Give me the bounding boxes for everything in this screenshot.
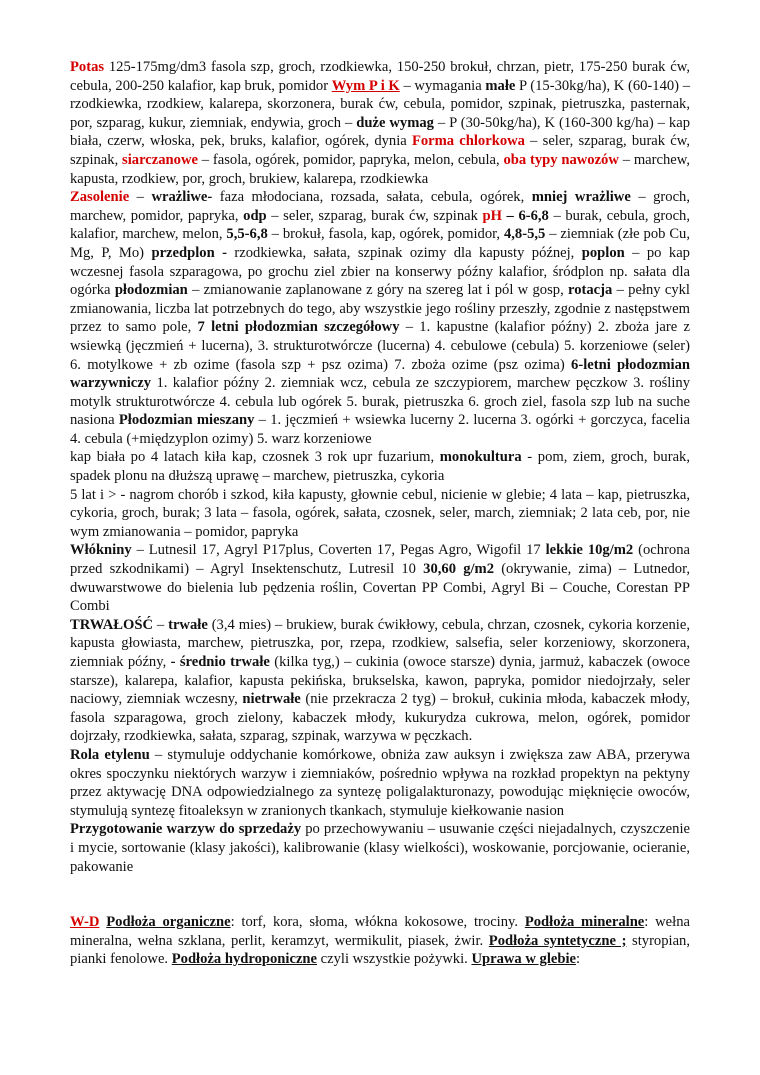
text-run: – ziemniak (złe pob Cu, Mg, P, Mo) [70,226,690,261]
text-run: Podłoża organiczne [106,914,231,931]
text-run: 4,8-5,5 [503,226,546,243]
text-run: Wym P i K [331,77,400,94]
text-run: (ochrona przed szkodnikami) – Agryl Insektenschutz, Lutresil 10 [70,542,690,578]
text-run: duże wymag [356,114,434,131]
paragraph-wlokniny [70,541,690,615]
text-run: rotacja [568,282,613,299]
text-run: – brokuł, fasola, kap, ogórek, pomidor, [267,226,504,243]
text-run: 1. kalafior późny 2. ziemniak wcz, cebula ze szczypiorem, marchew pęczkow 3. rośliny motylk strukturotwórcze 4. cebula lub ogórek 5. burak, pietruszka 6. groch ziel, fasola szp lub na suche nasiona [70,375,690,429]
text-run: odp [243,207,267,224]
text-run: : torf, kora, słoma, włókna kokosowe, trociny. [230,914,525,931]
text-run: – seler, szparag, burak ćw, szpinak, [70,133,690,168]
paragraph-przygotowanie-warzyw [70,820,690,876]
text-run: Potas [70,59,105,75]
text-run: – pełny cykl zmianowania, liczba lat potrzebnych do tego, aby wszystkie jego rośliny przeszły, zgodnie z następstwem przez to samo pole, [70,282,690,336]
paragraph-potas [70,58,690,188]
text-run: 6-letni płodozmian warzywniczy [70,356,690,392]
text-run: (nie przekracza 2 tyg) – brokuł, cukinia młoda, kabaczek młody, fasola szparagowa, groch zielony, kabaczek młody, kukurydza cukrowa, melon, ogórek, pomidor dojrzały, rzodkiewka, sałata, szparag, szpinak, warzywa w pęczkach. [70,691,690,745]
text-run: trwałe [168,616,208,633]
paragraph-trwalosc [70,616,690,746]
text-run: styropian, pianki fenolowe. [70,932,690,968]
text-run: – 6-6,8 [501,207,549,224]
text-run: Włókniny [70,542,132,559]
text-run: – [153,616,169,633]
text-run: 7 letni płodozmian szczegółowy [197,319,400,336]
text-run: – zmianowanie zaplanowane z góry na szereg lat i pól w gosp, [187,282,568,299]
text-run: wrażliwe- [151,189,213,206]
text-run: Zasolenie [70,189,130,206]
text-run: (kilka tyg,) – cukinia (owoce starsze) dynia, jarmuż, kabaczek (owoce starsze), kalarepa, kalafior, kapusta pekińska, brukselska, kawon, papryka, pomidor niedojrzały, seler naciowy, ziemniak wczesny, [70,654,690,708]
text-run: – stymuluje oddychanie komórkowe, obniża zaw auksyn i zwiększa zaw ABA, przerywa okres spoczynku niektórych warzyw i ziemniaków, pośrednio wpływa na rozkład propektyn na pektyny przez aktywację DNA odpowiedzialnego za syntezę poligalakturonazy, powodując mięknięcie owoców, stymulują syntezę fitoaleksyn w zranionych tkankach, stymuluje kiełkowanie nasion [70,746,690,819]
text-run: oba typy nawozów [503,151,619,168]
text-run: W-D [70,914,100,931]
text-run: faza młodociana, rozsada, sałata, cebula, ogórek, [212,189,532,206]
text-run: po przechowywaniu – usuwanie części niejadalnych, czyszczenie i mycie, sortowanie (klasy jakości), kalibrowanie (klasy wielkości), woskowanie, porcjowanie, ocieranie, pakowanie [70,821,690,875]
text-run: – seler, szparag, burak ćw, szpinak [266,207,483,224]
text-run: TRWAŁOŚĆ [70,616,154,633]
text-run: 125-175mg/dm3 fasola szp, groch, rzodkiewka, 150-250 brokuł, chrzan, pietr, 175-250 burak ćw, cebula, 200-250 kalafior, kap bruk, pomidor [70,59,690,94]
text-run: Rola etylenu [70,746,150,763]
text-run: (3,4 mies) – brukiew, burak ćwikłowy, cebula, chrzan, czosnek, cykoria korzenie, kapusta głowiasta, marchew, pietruszka, por, rzepa, rzodkiew, salsefia, seler korzeniowy, skorzonera, ziemniak późny, [70,616,690,670]
text-run: płodozmian [114,282,188,299]
text-run: Podłoża mineralne [524,914,645,931]
text-run: (okrywanie, zima) – Lutnedor, dwuwarstwowe do bielenia lub pędzenia roślin, Covertan PP Combi, Agryl Bi – Couche, Corestan PP Combi [70,561,690,615]
text-run: – groch, marchew, pomidor, papryka, [70,189,690,224]
text-run: – fasola, ogórek, pomidor, papryka, melon, cebula, [197,151,504,168]
text-run: siarczanowe [122,151,198,168]
text-run: przedplon - [151,244,227,261]
paragraph-podloza [70,913,690,969]
text-run: małe [485,77,516,94]
text-run: poplon [581,244,625,261]
text-run: : [576,951,581,968]
text-run: lekkie 10g/m2 [545,542,634,559]
text-run: czyli wszystkie pożywki. [317,951,472,968]
text-run: P (15-30kg/ha), K (60-140) – rzodkiewka, rzodkiew, kalarepa, skorzonera, burak ćw, cebula, pomidor, szpinak, pietruszka, pasternak, por, szparag, kukur, ziemniak, endywia, groch – [70,77,691,131]
text-run: 5,5-6,8 [226,226,268,243]
text-run: Podłoża hydroponiczne [171,951,318,968]
text-run: nietrwałe [242,691,301,708]
text-run: 30,60 g/m2 [423,561,494,578]
text-run: monokultura [439,449,522,466]
text-run: Uprawa w glebie [471,951,577,968]
text-run: – marchew, kapusta, rzodkiew, por, groch, brukiew, kalarepa, rzodkiewka [70,151,690,187]
text-run: 5 lat i > - nagrom chorób i szkod, kiła kapusty, głownie cebul, nicienie w glebie; 4 lata – kap, pietruszka, cykoria, groch, burak; 3 lata – fasola, ogórek, sałata, czosnek, seler, march, ziemniak; 2 lata ceb, por, nie wym zmianowania – pomidor, papryka [70,486,690,540]
paragraph-zasolenie [70,188,690,448]
text-run: Płodozmian mieszany [118,412,255,429]
paragraph-rola-etylenu [70,746,690,820]
text-run: Przygotowanie warzyw do sprzedaży [70,821,302,838]
text-run: – [129,189,152,206]
text-run: – 1. jęczmień + wsiewka lucerny 2. lucerna 3. ogórki + gorczyca, facelia 4. cebula (+międzyplon ozimy) 5. warz korzeniowe [70,412,690,447]
text-run: – 1. kapustne (kalafior późny) 2. zboża jare z wsiewką (jęczmień + lucerna), 3. strukturotwórcze (lucerna) 4. cebulowe (cebula) 5. korzeniowe (seler) 6. motylkowe + zb ozime (fasola szp + psz ozima) 7. zboża ozime (psz ozima) [70,319,690,373]
text-run: mniej wrażliwe [531,189,631,206]
paragraph-monokultura [70,448,690,485]
text-run: – po kap wczesnej fasola szparagowa, po grochu ziel zbier na konserwy późny kalafior, śródplon np. sałata dla ogórka [70,244,690,299]
text-run: - pom, ziem, groch, burak, spadek plonu na dłuższą uprawę – marchew, pietruszka, cykoria [70,449,690,485]
text-run: – burak, cebula, groch, kalafior, marchew, melon, [70,207,691,243]
text-run: rzodkiewka, sałata, szpinak ozimy dla kapusty późnej, [226,244,582,261]
text-run: – P (30-50kg/ha), K (160-300 kg/ha) – kap biała, czerw, włoska, pek, bruks, kalafior, ogórek, dynia [70,114,690,150]
text-run: – Lutnesil 17, Agryl P17plus, Coverten 17, Pegas Agro, Wigofil 17 [131,542,546,559]
text-run: pH [482,207,502,224]
paragraph-spacer [70,876,690,913]
text-run: kap biała po 4 latach kiła kap, czosnek 3 rok upr fuzarium, [70,449,440,466]
paragraph-przerwy-w-uprawie [70,486,690,542]
text-run: – wymagania [399,77,486,94]
text-run: Podłoża syntetyczne ; [488,932,627,949]
text-run: Forma chlorkowa [411,133,525,150]
text-run: - średnio trwałe [170,654,270,670]
text-run: : wełna mineralna, wełna szklana, perlit, keramzyt, wermikulit, piasek, żwir. [70,914,690,949]
